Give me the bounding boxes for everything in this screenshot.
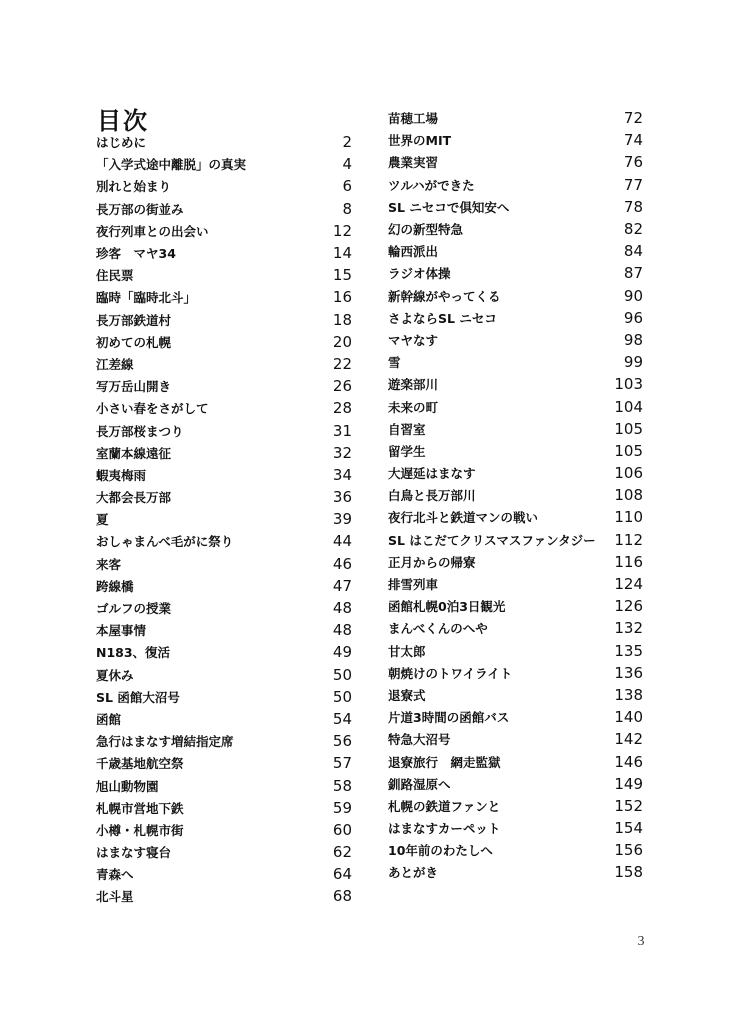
- toc-entry: [96, 686, 352, 708]
- toc-entry-title: あとがき: [388, 865, 439, 881]
- toc-entry: [96, 442, 352, 464]
- toc-entry: [388, 329, 643, 351]
- toc-entry-page: 34: [332, 465, 352, 484]
- toc-entry-page: 96: [623, 308, 643, 327]
- toc-entry-title: 遊楽部川: [388, 377, 439, 393]
- toc-entry: [388, 551, 643, 573]
- toc-entry: [96, 730, 352, 752]
- toc-entry-page: 16: [332, 288, 352, 307]
- toc-entry-title: はまなすカーペット: [388, 821, 501, 837]
- toc-entry-page: 135: [614, 641, 643, 660]
- toc-entry: [388, 640, 643, 662]
- toc-entry-title: 旭山動物園: [96, 778, 159, 794]
- toc-entry: [96, 220, 352, 242]
- toc-entry-title: 幻の新型特急: [388, 222, 464, 238]
- toc-entry-title: 片道3時間の函館バス: [388, 710, 510, 726]
- toc-entry-title: 札幌の鉄道ファンと: [388, 798, 501, 814]
- toc-entry-page: 18: [332, 310, 352, 329]
- toc-entry-page: 20: [332, 332, 352, 351]
- toc-entry-page: 15: [332, 266, 352, 285]
- toc-entry-title: 夜行列車との出会い: [96, 223, 209, 239]
- toc-entry-title: はまなす寝台: [96, 845, 172, 861]
- toc-entry-title: 新幹線がやってくる: [388, 288, 501, 304]
- toc-entry-page: 54: [332, 709, 352, 728]
- toc-entry: [96, 286, 352, 308]
- toc-entry-title: さよならSL ニセコ: [388, 310, 497, 326]
- toc-entry-title: 夏休み: [96, 667, 134, 683]
- toc-entry: [388, 662, 643, 684]
- toc-entry-page: 58: [332, 776, 352, 795]
- toc-entry-page: 74: [623, 131, 643, 150]
- toc-entry-page: 104: [614, 397, 643, 416]
- toc-entry: [96, 309, 352, 331]
- toc-entry-page: 142: [614, 730, 643, 749]
- toc-entry: [388, 795, 643, 817]
- toc-entry-title: 輪西派出: [388, 244, 439, 260]
- toc-entry-title: 函館札幌0泊3日観光: [388, 599, 506, 615]
- toc-entry: [388, 861, 643, 883]
- toc-entry: [96, 508, 352, 530]
- toc-entry: [388, 262, 643, 284]
- toc-entry: [388, 595, 643, 617]
- toc-entry-page: 110: [614, 508, 643, 527]
- toc-entry-page: 108: [614, 486, 643, 505]
- toc-entry: [388, 817, 643, 839]
- toc-entry-page: 77: [623, 175, 643, 194]
- toc-entry-page: 124: [614, 575, 643, 594]
- toc-entry: [96, 553, 352, 575]
- toc-entry-page: 39: [332, 510, 352, 529]
- toc-entry-page: 6: [342, 177, 352, 196]
- toc-entry-title: 珍客 マヤ34: [96, 246, 176, 262]
- toc-entry-page: 105: [614, 441, 643, 460]
- toc-entry-page: 68: [332, 887, 352, 906]
- toc-entry: [96, 175, 352, 197]
- toc-entry-page: 8: [342, 199, 352, 218]
- toc-entry: [388, 728, 643, 750]
- toc-entry: [96, 664, 352, 686]
- toc-entry-title: 長万部の街並み: [96, 201, 184, 217]
- toc-entry-title: 世界のMIT: [388, 133, 452, 149]
- toc-entry-title: ラジオ体操: [388, 266, 451, 282]
- toc-entry-title: 蝦夷梅雨: [96, 467, 147, 483]
- toc-entry: [388, 240, 643, 262]
- toc-entry-title: 初めての札幌: [96, 334, 172, 350]
- toc-entry: [96, 153, 352, 175]
- toc-entry-page: 156: [614, 841, 643, 860]
- toc-entry: [388, 196, 643, 218]
- toc-entry-page: 32: [332, 443, 352, 462]
- toc-entry: [96, 774, 352, 796]
- toc-entry-page: 112: [614, 530, 643, 549]
- toc-entry-title: ツルハができた: [388, 177, 475, 193]
- toc-entry: [96, 486, 352, 508]
- toc-entry-page: 126: [614, 597, 643, 616]
- toc-entry: [96, 619, 352, 641]
- toc-entry-title: 正月からの帰寮: [388, 554, 476, 570]
- toc-entry-page: 22: [332, 354, 352, 373]
- toc-entry-title: 江差線: [96, 356, 134, 372]
- toc-entry: [388, 107, 643, 129]
- toc-entry: [96, 419, 352, 441]
- toc-entry-page: 99: [623, 353, 643, 372]
- toc-entry: [96, 331, 352, 353]
- toc-entry: [388, 484, 643, 506]
- toc-entry-page: 152: [614, 796, 643, 815]
- toc-entry: [96, 863, 352, 885]
- toc-entry-page: 47: [332, 576, 352, 595]
- toc-entry-title: 写万岳山開き: [96, 379, 172, 395]
- toc-entry: [388, 285, 643, 307]
- toc-entry: [96, 264, 352, 286]
- toc-entry-title: 自習室: [388, 421, 426, 437]
- toc-column-right: [388, 107, 643, 884]
- toc-entry-title: 長万部桜まつり: [96, 423, 184, 439]
- toc-entry: [96, 885, 352, 907]
- toc-entry-page: 140: [614, 708, 643, 727]
- toc-entry-title: 朝焼けのトワイライト: [388, 665, 513, 681]
- toc-entry-page: 138: [614, 685, 643, 704]
- toc-entry: [388, 462, 643, 484]
- toc-entry: [388, 440, 643, 462]
- toc-entry: [96, 819, 352, 841]
- toc-entry: [96, 131, 352, 153]
- toc-entry: [388, 395, 643, 417]
- toc-entry: [388, 351, 643, 373]
- toc-entry: [388, 750, 643, 772]
- toc-entry-title: 留学生: [388, 443, 426, 459]
- toc-entry-title: 甘太郎: [388, 643, 426, 659]
- toc-entry-page: 48: [332, 599, 352, 618]
- toc-entry: [96, 198, 352, 220]
- toc-entry: [96, 464, 352, 486]
- toc-entry-page: 4: [342, 155, 352, 174]
- toc-entry: [388, 174, 643, 196]
- toc-column-left: [96, 131, 352, 908]
- toc-entry-page: 72: [623, 109, 643, 128]
- toc-entry: [388, 529, 643, 551]
- toc-entry-page: 49: [332, 643, 352, 662]
- toc-entry-page: 116: [614, 552, 643, 571]
- toc-entry-title: 10年前のわたしへ: [388, 843, 493, 859]
- toc-entry-page: 158: [614, 863, 643, 882]
- page-number: 3: [637, 934, 645, 949]
- toc-entry-title: SL ニセコで倶知安へ: [388, 199, 510, 215]
- toc-entry: [96, 708, 352, 730]
- toc-entry-title: 青森へ: [96, 867, 134, 883]
- toc-entry-title: 未来の町: [388, 399, 439, 415]
- toc-entry-title: 農業実習: [388, 155, 439, 171]
- toc-entry: [96, 575, 352, 597]
- toc-entry-page: 149: [614, 774, 643, 793]
- toc-entry: [388, 684, 643, 706]
- toc-entry-title: 小さい春をさがして: [96, 401, 209, 417]
- toc-entry-page: 78: [623, 197, 643, 216]
- toc-entry-title: 札幌市営地下鉄: [96, 800, 184, 816]
- toc-entry: [96, 841, 352, 863]
- toc-entry-page: 56: [332, 732, 352, 751]
- toc-entry: [96, 397, 352, 419]
- toc-entry: [388, 506, 643, 528]
- toc-entry-title: 特急大沼号: [388, 732, 451, 748]
- toc-entry: [96, 530, 352, 552]
- toc-entry-title: N183、復活: [96, 645, 171, 661]
- toc-entry: [388, 129, 643, 151]
- toc-entry-title: 排雪列車: [388, 577, 439, 593]
- toc-entry-title: 急行はまなす増結指定席: [96, 734, 234, 750]
- toc-entry-page: 59: [332, 798, 352, 817]
- toc-entry: [388, 617, 643, 639]
- toc-entry-page: 31: [332, 421, 352, 440]
- toc-entry-page: 36: [332, 488, 352, 507]
- toc-entry-page: 98: [623, 330, 643, 349]
- toc-entry: [388, 839, 643, 861]
- toc-entry-title: 大都会長万部: [96, 490, 172, 506]
- toc-entry: [388, 418, 643, 440]
- toc-entry-page: 90: [623, 286, 643, 305]
- toc-entry-page: 105: [614, 419, 643, 438]
- toc-entry: [388, 307, 643, 329]
- toc-entry-page: 64: [332, 865, 352, 884]
- toc-entry-title: 本屋事情: [96, 623, 147, 639]
- toc-entry-title: 室蘭本線遠征: [96, 445, 172, 461]
- toc-entry: [388, 373, 643, 395]
- toc-entry: [96, 375, 352, 397]
- toc-entry: [388, 706, 643, 728]
- toc-entry-page: 14: [332, 244, 352, 263]
- toc-entry-page: 84: [623, 242, 643, 261]
- toc-entry-page: 82: [623, 220, 643, 239]
- toc-entry-title: 住民票: [96, 268, 134, 284]
- toc-entry-page: 50: [332, 687, 352, 706]
- toc-entry-title: 別れと始まり: [96, 179, 172, 195]
- toc-entry: [96, 752, 352, 774]
- toc-entry-title: 函館: [96, 711, 122, 727]
- toc-entry: [96, 353, 352, 375]
- toc-entry: [96, 597, 352, 619]
- toc-entry-page: 2: [342, 133, 352, 152]
- toc-entry-title: 夜行北斗と鉄道マンの戦い: [388, 510, 539, 526]
- toc-entry: [96, 797, 352, 819]
- toc-entry-page: 44: [332, 532, 352, 551]
- toc-entry-title: SL 函館大沼号: [96, 689, 180, 705]
- toc-entry-title: SL はこだてクリスマスファンタジー: [388, 532, 596, 548]
- toc-entry-title: まんべくんのへや: [388, 621, 488, 637]
- toc-entry: [388, 573, 643, 595]
- toc-entry-title: 退寮式: [388, 687, 426, 703]
- toc-entry-page: 62: [332, 843, 352, 862]
- toc-entry-page: 154: [614, 819, 643, 838]
- toc-entry-page: 132: [614, 619, 643, 638]
- toc-entry: [388, 218, 643, 240]
- toc-entry-title: 北斗星: [96, 889, 134, 905]
- toc-entry-page: 12: [332, 221, 352, 240]
- toc-entry-page: 106: [614, 464, 643, 483]
- toc-entry-page: 146: [614, 752, 643, 771]
- toc-entry-title: 苗穂工場: [388, 111, 439, 127]
- toc-entry-title: マヤなす: [388, 332, 439, 348]
- toc-entry-page: 50: [332, 665, 352, 684]
- toc-entry: [96, 242, 352, 264]
- toc-entry-page: 46: [332, 554, 352, 573]
- toc-entry-title: おしゃまんべ毛がに祭り: [96, 534, 234, 550]
- toc-entry-title: はじめに: [96, 135, 147, 151]
- toc-entry: [388, 773, 643, 795]
- toc-entry-title: 釧路湿原へ: [388, 776, 451, 792]
- toc-entry-page: 26: [332, 377, 352, 396]
- toc-entry-title: ゴルフの授業: [96, 601, 172, 617]
- toc-entry-page: 136: [614, 663, 643, 682]
- toc-entry-title: 臨時「臨時北斗」: [96, 290, 197, 306]
- toc-entry-page: 103: [614, 375, 643, 394]
- toc-entry-title: 跨線橋: [96, 578, 134, 594]
- toc-entry-title: 退寮旅行 網走監獄: [388, 754, 501, 770]
- toc-entry-page: 48: [332, 621, 352, 640]
- toc-entry-page: 60: [332, 820, 352, 839]
- toc-entry-title: 雪: [388, 355, 401, 371]
- toc-entry-page: 87: [623, 264, 643, 283]
- toc-entry: [388, 151, 643, 173]
- toc-entry-title: 長万部鉄道村: [96, 312, 172, 328]
- toc-entry-title: 大遅延はまなす: [388, 466, 476, 482]
- toc-entry-title: 夏: [96, 512, 109, 528]
- toc-entry: [96, 641, 352, 663]
- page-title: 目次: [97, 107, 149, 136]
- toc-entry-page: 76: [623, 153, 643, 172]
- toc-entry-title: 「入学式途中離脱」の真実: [96, 157, 247, 173]
- toc-entry-title: 千歳基地航空祭: [96, 756, 184, 772]
- toc-entry-title: 白鳥と長万部川: [388, 488, 476, 504]
- toc-entry-title: 来客: [96, 556, 122, 572]
- toc-entry-page: 57: [332, 754, 352, 773]
- toc-entry-page: 28: [332, 399, 352, 418]
- toc-entry-title: 小樽・札幌市街: [96, 822, 184, 838]
